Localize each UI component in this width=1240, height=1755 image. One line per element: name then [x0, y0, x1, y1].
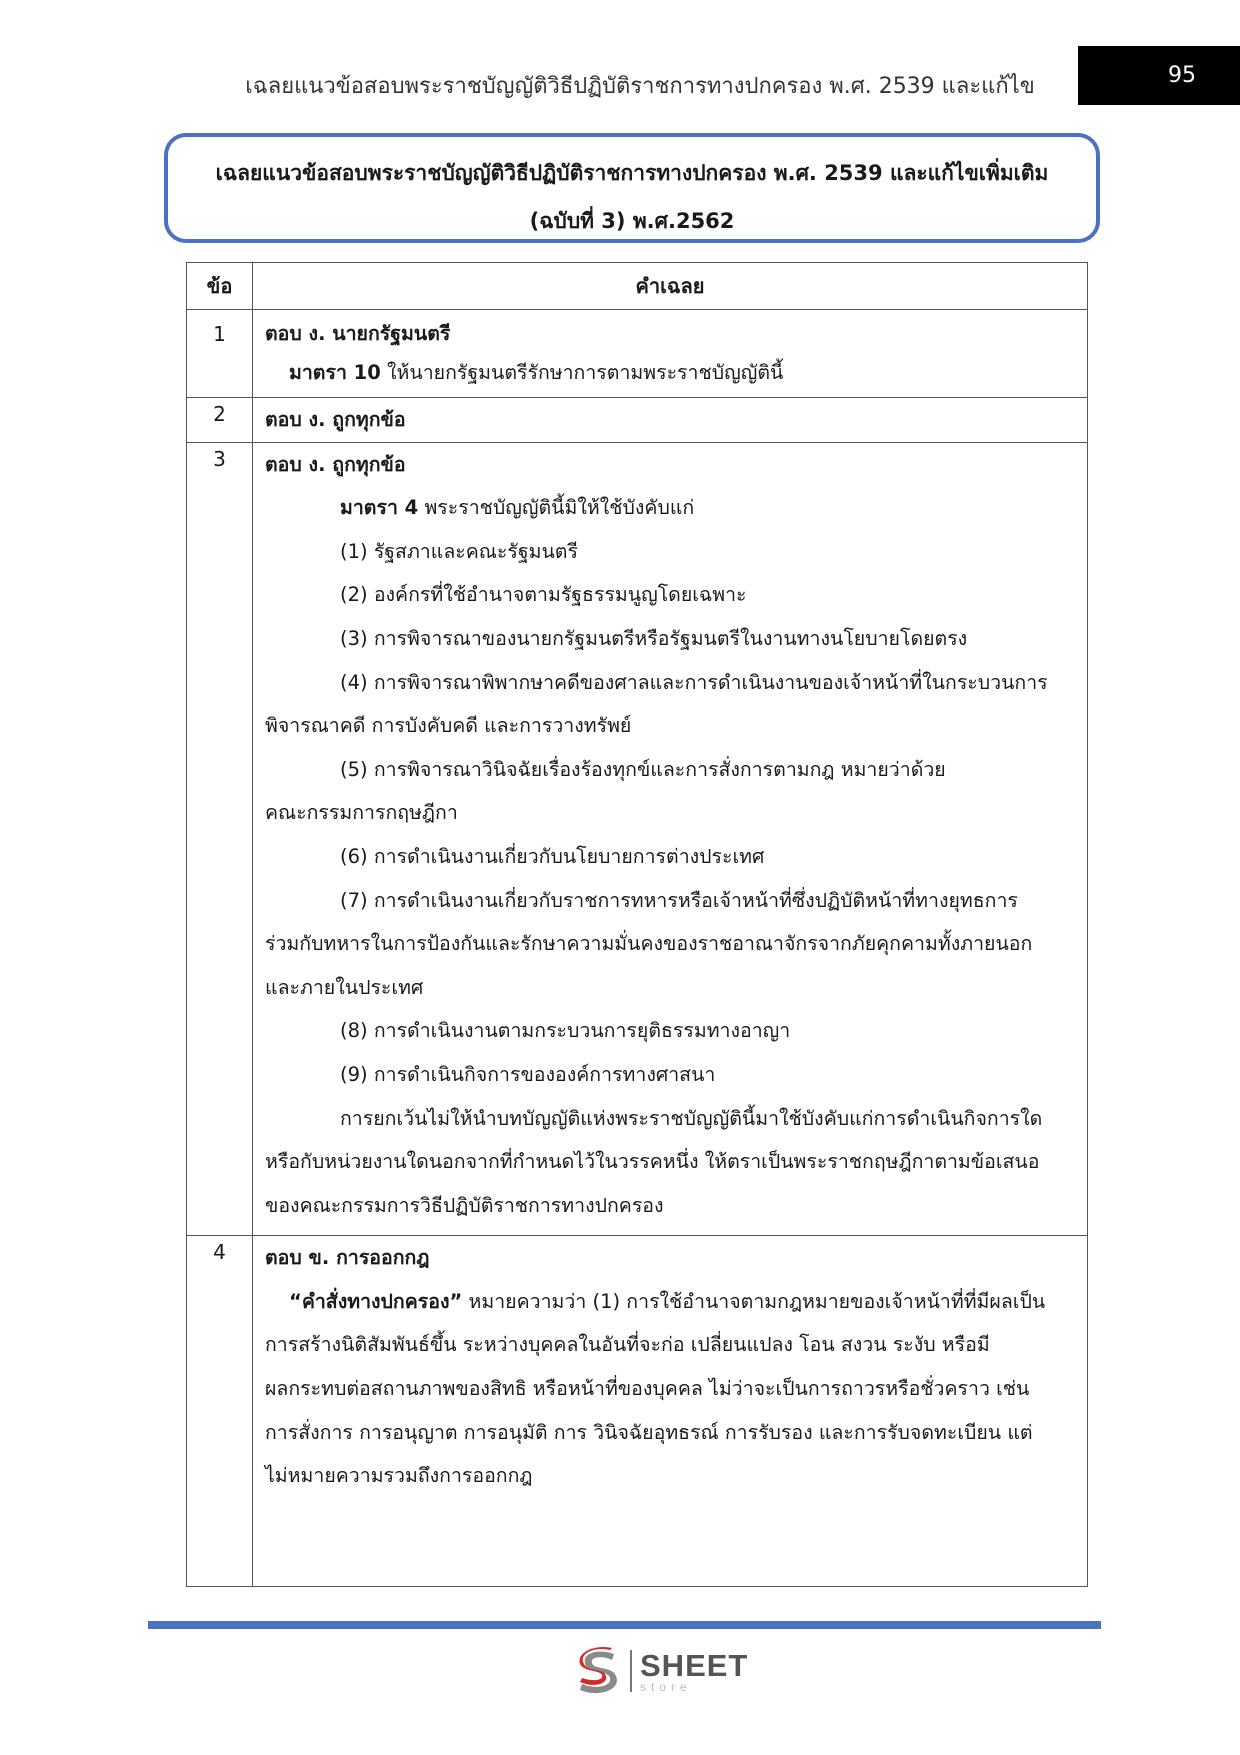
definition-line: ไม่หมายความรวมถึงการออกกฎ [265, 1464, 533, 1488]
table-row [187, 1236, 1088, 1587]
list-item-continuation: พิจารณาคดี การบังคับคดี และการวางทรัพย์ [265, 714, 632, 738]
list-item: (8) การดำเนินงานตามกระบวนการยุติธรรมทางอาญา [340, 1019, 791, 1043]
table-row [187, 398, 1088, 443]
section-label: มาตรา 10 [289, 361, 381, 384]
section-body: ให้นายกรัฐมนตรีรักษาการตามพระราชบัญญัตินี้ [380, 361, 784, 384]
list-item: (1) รัฐสภาและคณะรัฐมนตรี [340, 539, 578, 563]
section-label: มาตรา 4 [340, 496, 419, 520]
list-item-continuation: คณะกรรมการกฤษฎีกา [265, 801, 458, 825]
defined-term: “คำสั่งทางปกครอง” [289, 1289, 463, 1313]
logo-sub-text: store [640, 1680, 692, 1694]
section-text [265, 353, 1075, 392]
logo-wordmark [640, 1648, 748, 1694]
list-item: (3) การพิจารณาของนายกรัฐมนตรีหรือรัฐมนตรีในงานทางนโยบายโดยตรง [340, 626, 968, 650]
table-row [187, 442, 1088, 1236]
answer-choice: ตอบ ข. การออกกฎ [265, 1246, 430, 1270]
list-item: (6) การดำเนินงานเกี่ยวกับนโยบายการต่างประเทศ [340, 844, 765, 868]
page-number: 95 [1168, 63, 1196, 88]
answer-table [186, 262, 1088, 1587]
paragraph-continuation: ของคณะกรรมการวิธีปฏิบัติราชการทางปกครอง [265, 1193, 664, 1217]
column-header-number: ข้อ [187, 263, 253, 310]
definition-line: ผลกระทบต่อสถานภาพของสิทธิ หรือหน้าที่ของบุคคล ไม่ว่าจะเป็นการถาวรหรือชั่วคราว เช่น [265, 1377, 1030, 1401]
answer-choice: ตอบ ง. นายกรัฐมนตรี [265, 322, 451, 345]
paragraph-continuation: หรือกับหน่วยงานใดนอกจากที่กำหนดไว้ในวรรคหนึ่ง ให้ตราเป็นพระราชกฤษฎีกาตามข้อเสนอ [265, 1150, 1040, 1174]
list-item: (9) การดำเนินกิจการขององค์การทางศาสนา [340, 1062, 716, 1086]
logo-divider [630, 1650, 632, 1692]
answer-choice: ตอบ ง. ถูกทุกข้อ [265, 452, 406, 476]
question-number: 3 [187, 442, 253, 1236]
table-row [187, 310, 1088, 398]
list-item-continuation: ร่วมกับทหารในการป้องกันและรักษาความมั่นคงของราชอาณาจักรจากภัยคุกคามทั้งภายนอก [265, 932, 1033, 956]
running-title: เฉลยแนวข้อสอบพระราชบัญญัติวิธีปฏิบัติราชการทางปกครอง พ.ศ. 2539 และแก้ไข [245, 74, 1035, 99]
paragraph: การยกเว้นไม่ให้นำบทบัญญัติแห่งพระราชบัญญัตินี้มาใช้บังคับแก่การดำเนินกิจการใด [340, 1106, 1043, 1130]
definition-body: หมายความว่า (1) การใช้อำนาจตามกฎหมายของเจ้าหน้าที่ที่มีผลเป็น [462, 1289, 1046, 1313]
document-title-line2: (ฉบับที่ 3) พ.ศ.2562 [529, 209, 735, 233]
page-number-badge [1078, 46, 1240, 105]
definition-line: การสั่งการ การอนุญาต การอนุมัติ การ วินิจฉัยอุทธรณ์ การรับรอง และการรับจดทะเบียน แต่ [265, 1420, 1033, 1444]
table-header-row [187, 263, 1088, 310]
answer-cell [253, 310, 1088, 398]
document-title-box [164, 133, 1100, 243]
logo-main-text: SHEET [640, 1648, 749, 1683]
sheet-store-logo [574, 1645, 748, 1697]
list-item: (7) การดำเนินงานเกี่ยวกับราชการทหารหรือเจ้าหน้าที่ซึ่งปฏิบัติหน้าที่ทางยุทธการ [340, 888, 1018, 912]
list-item: (5) การพิจารณาวินิจฉัยเรื่องร้องทุกข์และการสั่งการตามกฎ หมายว่าด้วย [340, 757, 946, 781]
list-item: (4) การพิจารณาพิพากษาคดีของศาลและการดำเนินงานของเจ้าหน้าที่ในกระบวนการ [340, 670, 1048, 694]
definition-line: การสร้างนิติสัมพันธ์ขึ้น ระหว่างบุคคลในอันที่จะก่อ เปลี่ยนแปลง โอน สงวน ระงับ หรือมี [265, 1333, 990, 1357]
column-header-answer: คำเฉลย [253, 263, 1088, 310]
document-title-line1: เฉลยแนวข้อสอบพระราชบัญญัติวิธีปฏิบัติราชการทางปกครอง พ.ศ. 2539 และแก้ไขเพิ่มเติม [215, 161, 1049, 185]
s-logo-icon [574, 1646, 624, 1696]
section-body: พระราชบัญญัตินี้มิให้ใช้บังคับแก่ [418, 496, 695, 520]
answer-cell [253, 1236, 1088, 1587]
question-number: 4 [187, 1236, 253, 1587]
answer-choice: ตอบ ง. ถูกทุกข้อ [265, 408, 406, 431]
section-text [265, 486, 1075, 530]
list-item-continuation: และภายในประเทศ [265, 975, 424, 999]
question-number: 2 [187, 398, 253, 443]
answer-cell [253, 442, 1088, 1236]
list-item: (2) องค์กรที่ใช้อำนาจตามรัฐธรรมนูญโดยเฉพาะ [340, 583, 747, 607]
definition-text [265, 1280, 1075, 1324]
question-number: 1 [187, 310, 253, 398]
footer-rule [148, 1621, 1101, 1629]
answer-cell [253, 398, 1088, 443]
